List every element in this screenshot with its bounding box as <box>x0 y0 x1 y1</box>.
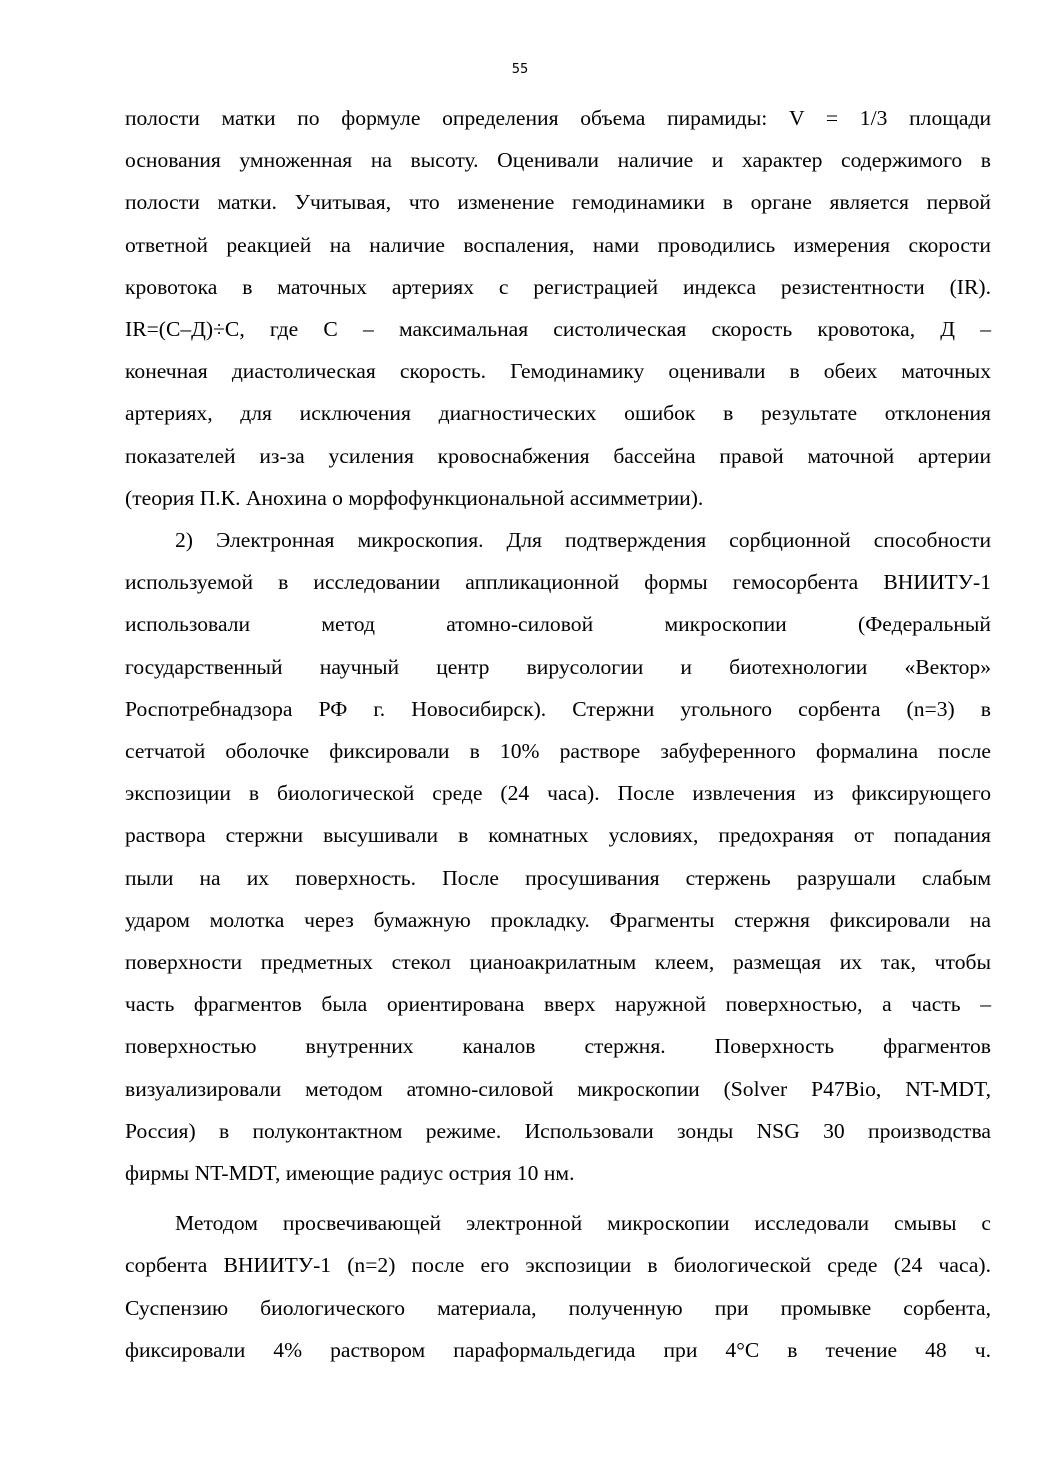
text-line: Россия) в полуконтактном режиме. Использовали зонды NSG 30 производства <box>125 1118 991 1143</box>
text-line: ответной реакцией на наличие воспаления, нами проводились измерения скорости <box>125 232 991 257</box>
text-line: часть фрагментов была ориентирована вверх наружной поверхностью, а часть – <box>125 992 991 1017</box>
text-line: используемой в исследовании аппликационной формы гемосорбента ВНИИТУ-1 <box>125 570 991 595</box>
text-line: Суспензию биологического материала, полученную при промывке сорбента, <box>125 1295 991 1320</box>
text-line: сорбента ВНИИТУ-1 (n=2) после его экспозиции в биологической среде (24 часа). <box>125 1253 991 1278</box>
page-number: 55 <box>511 62 529 77</box>
text-line: показателей из-за усиления кровоснабжения бассейна правой маточной артерии <box>125 443 991 468</box>
text-line: пыли на их поверхность. После просушивания стержень разрушали слабым <box>125 865 991 890</box>
text-line: полости матки по формуле определения объема пирамиды: V = 1/3 площади <box>125 106 991 130</box>
text-line: кровотока в маточных артериях с регистрацией индекса резистентности (IR). <box>125 274 991 299</box>
text-line: IR=(С–Д)÷С, где С – максимальная систолическая скорость кровотока, Д – <box>125 317 991 342</box>
text-line: раствора стержни высушивали в комнатных условиях, предохраняя от попадания <box>125 823 991 848</box>
text-line: конечная диастолическая скорость. Гемодинамику оценивали в обеих маточных <box>125 359 991 384</box>
text-line: артериях, для исключения диагностических ошибок в результате отклонения <box>125 401 991 426</box>
text-line: сетчатой оболочке фиксировали в 10% растворе забуференного формалина после <box>125 739 991 764</box>
text-line: фирмы NT-MDT, имеющие радиус острия 10 нм. <box>125 1161 575 1186</box>
text-line: полости матки. Учитывая, что изменение гемодинамики в органе является первой <box>125 190 991 215</box>
text-line: Методом просвечивающей электронной микроскопии исследовали смывы с <box>175 1211 991 1236</box>
text-line: государственный научный центр вирусологии и биотехнологии «Вектор» <box>125 654 991 679</box>
text-line: поверхности предметных стекол цианоакрилатным клеем, размещая их так, чтобы <box>125 950 991 975</box>
document-body <box>125 97 991 1371</box>
text-line: визуализировали методом атомно-силовой микроскопии (Solver P47Bio, NT-MDT, <box>125 1076 991 1101</box>
text-line: поверхностью внутренних каналов стержня. Поверхность фрагментов <box>125 1034 991 1059</box>
text-line: 2) Электронная микроскопия. Для подтверждения сорбционной способности <box>175 528 991 553</box>
text-line: фиксировали 4% раствором параформальдегида при 4°С в течение 48 ч. <box>125 1337 991 1362</box>
text-line: основания умноженная на высоту. Оценивали наличие и характер содержимого в <box>125 148 991 173</box>
text-line: ударом молотка через бумажную прокладку. Фрагменты стержня фиксировали на <box>125 907 991 932</box>
text-line: экспозиции в биологической среде (24 часа). После извлечения из фиксирующего <box>125 781 991 806</box>
text-line: Роспотребнадзора РФ г. Новосибирск). Стержни угольного сорбента (n=3) в <box>125 696 991 721</box>
text-line: (теория П.К. Анохина о морфофункциональной ассимметрии). <box>125 485 704 510</box>
text-line: использовали метод атомно-силовой микроскопии (Федеральный <box>125 612 991 637</box>
